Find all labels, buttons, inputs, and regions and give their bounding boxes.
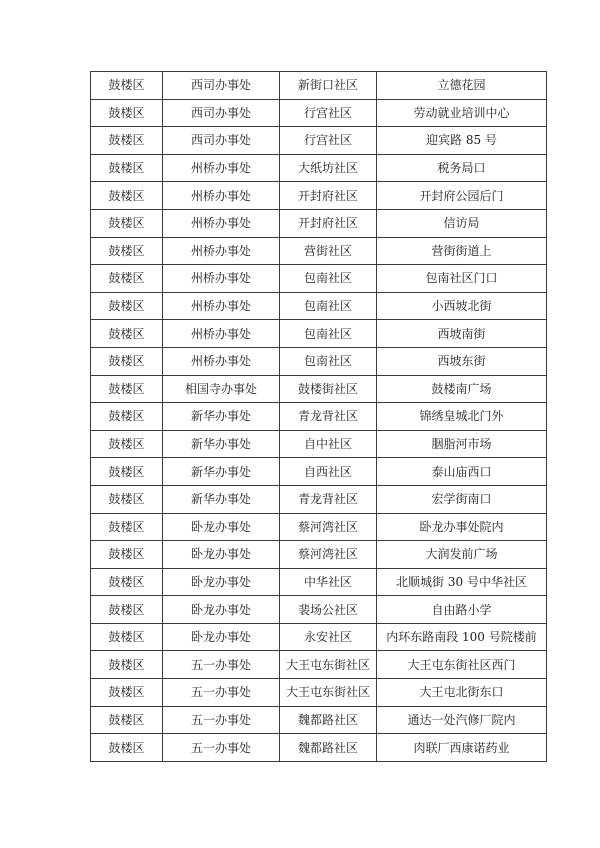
community-cell: 青龙背社区	[280, 485, 377, 513]
location-cell: 西坡南街	[377, 320, 547, 348]
district-cell: 鼓楼区	[91, 430, 163, 458]
community-cell: 青龙背社区	[280, 403, 377, 431]
community-cell: 魏都路社区	[280, 706, 377, 734]
location-cell: 立德花园	[377, 72, 547, 100]
location-table	[90, 71, 547, 762]
district-cell: 鼓楼区	[91, 485, 163, 513]
location-cell: 内环东路南段 100 号院楼前	[377, 623, 547, 651]
district-cell: 鼓楼区	[91, 513, 163, 541]
community-cell: 包南社区	[280, 347, 377, 375]
district-cell: 鼓楼区	[91, 623, 163, 651]
community-cell: 中华社区	[280, 568, 377, 596]
subdistrict-office-cell: 西司办事处	[163, 72, 280, 100]
location-cell: 大润发前广场	[377, 541, 547, 569]
table-row	[91, 568, 547, 596]
subdistrict-office-cell: 五一办事处	[163, 651, 280, 679]
district-cell: 鼓楼区	[91, 706, 163, 734]
location-cell: 自由路小学	[377, 596, 547, 624]
district-cell: 鼓楼区	[91, 403, 163, 431]
subdistrict-office-cell: 卧龙办事处	[163, 513, 280, 541]
district-cell: 鼓楼区	[91, 375, 163, 403]
district-cell: 鼓楼区	[91, 458, 163, 486]
subdistrict-office-cell: 州桥办事处	[163, 154, 280, 182]
table-row	[91, 513, 547, 541]
table-row	[91, 651, 547, 679]
subdistrict-office-cell: 五一办事处	[163, 734, 280, 762]
table-row	[91, 347, 547, 375]
table-row	[91, 99, 547, 127]
community-cell: 自西社区	[280, 458, 377, 486]
table-row	[91, 623, 547, 651]
subdistrict-office-cell: 州桥办事处	[163, 292, 280, 320]
location-cell: 迎宾路 85 号	[377, 127, 547, 155]
district-cell: 鼓楼区	[91, 99, 163, 127]
subdistrict-office-cell: 五一办事处	[163, 679, 280, 707]
subdistrict-office-cell: 卧龙办事处	[163, 541, 280, 569]
district-cell: 鼓楼区	[91, 679, 163, 707]
location-cell: 通达一处汽修厂院内	[377, 706, 547, 734]
subdistrict-office-cell: 相国寺办事处	[163, 375, 280, 403]
district-cell: 鼓楼区	[91, 651, 163, 679]
subdistrict-office-cell: 新华办事处	[163, 485, 280, 513]
subdistrict-office-cell: 州桥办事处	[163, 237, 280, 265]
table-row	[91, 458, 547, 486]
community-cell: 蔡河湾社区	[280, 541, 377, 569]
subdistrict-office-cell: 西司办事处	[163, 99, 280, 127]
community-cell: 大纸坊社区	[280, 154, 377, 182]
district-cell: 鼓楼区	[91, 292, 163, 320]
location-cell: 锦绣皇城北门外	[377, 403, 547, 431]
community-cell: 蔡河湾社区	[280, 513, 377, 541]
location-cell: 劳动就业培训中心	[377, 99, 547, 127]
table-row	[91, 706, 547, 734]
community-cell: 行宫社区	[280, 127, 377, 155]
community-cell: 大王屯东街社区	[280, 651, 377, 679]
location-cell: 卧龙办事处院内	[377, 513, 547, 541]
table-row	[91, 403, 547, 431]
district-cell: 鼓楼区	[91, 182, 163, 210]
district-cell: 鼓楼区	[91, 347, 163, 375]
table-row	[91, 237, 547, 265]
subdistrict-office-cell: 西司办事处	[163, 127, 280, 155]
subdistrict-office-cell: 州桥办事处	[163, 265, 280, 293]
location-cell: 大王屯东街社区西门	[377, 651, 547, 679]
community-cell: 新街口社区	[280, 72, 377, 100]
district-cell: 鼓楼区	[91, 127, 163, 155]
location-cell: 营街街道上	[377, 237, 547, 265]
table-row	[91, 154, 547, 182]
community-cell: 行宫社区	[280, 99, 377, 127]
community-cell: 开封府社区	[280, 209, 377, 237]
district-cell: 鼓楼区	[91, 320, 163, 348]
location-cell: 包南社区门口	[377, 265, 547, 293]
location-cell: 西坡东街	[377, 347, 547, 375]
subdistrict-office-cell: 卧龙办事处	[163, 596, 280, 624]
table-row	[91, 209, 547, 237]
community-cell: 永安社区	[280, 623, 377, 651]
location-cell: 宏学街南口	[377, 485, 547, 513]
table-row	[91, 430, 547, 458]
community-cell: 大王屯东街社区	[280, 679, 377, 707]
community-cell: 裴场公社区	[280, 596, 377, 624]
community-cell: 包南社区	[280, 320, 377, 348]
district-cell: 鼓楼区	[91, 209, 163, 237]
district-cell: 鼓楼区	[91, 568, 163, 596]
location-cell: 肉联厂西康诺药业	[377, 734, 547, 762]
table-row	[91, 485, 547, 513]
district-cell: 鼓楼区	[91, 541, 163, 569]
community-cell: 包南社区	[280, 292, 377, 320]
community-cell: 开封府社区	[280, 182, 377, 210]
subdistrict-office-cell: 州桥办事处	[163, 209, 280, 237]
location-cell: 北顺城街 30 号中华社区	[377, 568, 547, 596]
table-row	[91, 292, 547, 320]
table-row	[91, 72, 547, 100]
location-cell: 小西坡北街	[377, 292, 547, 320]
subdistrict-office-cell: 新华办事处	[163, 403, 280, 431]
district-cell: 鼓楼区	[91, 237, 163, 265]
location-cell: 信访局	[377, 209, 547, 237]
community-cell: 魏都路社区	[280, 734, 377, 762]
district-cell: 鼓楼区	[91, 734, 163, 762]
table-row	[91, 127, 547, 155]
subdistrict-office-cell: 州桥办事处	[163, 320, 280, 348]
table-body	[91, 72, 547, 762]
subdistrict-office-cell: 新华办事处	[163, 458, 280, 486]
table-row	[91, 541, 547, 569]
district-cell: 鼓楼区	[91, 72, 163, 100]
community-cell: 营街社区	[280, 237, 377, 265]
subdistrict-office-cell: 五一办事处	[163, 706, 280, 734]
community-cell: 鼓楼街社区	[280, 375, 377, 403]
community-cell: 包南社区	[280, 265, 377, 293]
subdistrict-office-cell: 州桥办事处	[163, 347, 280, 375]
location-cell: 胭脂河市场	[377, 430, 547, 458]
location-cell: 税务局口	[377, 154, 547, 182]
location-cell: 开封府公园后门	[377, 182, 547, 210]
district-cell: 鼓楼区	[91, 265, 163, 293]
subdistrict-office-cell: 卧龙办事处	[163, 568, 280, 596]
location-cell: 泰山庙西口	[377, 458, 547, 486]
subdistrict-office-cell: 新华办事处	[163, 430, 280, 458]
subdistrict-office-cell: 州桥办事处	[163, 182, 280, 210]
table-row	[91, 734, 547, 762]
table-row	[91, 679, 547, 707]
district-cell: 鼓楼区	[91, 596, 163, 624]
community-cell: 自中社区	[280, 430, 377, 458]
table-row	[91, 320, 547, 348]
location-cell: 鼓楼南广场	[377, 375, 547, 403]
table-row	[91, 265, 547, 293]
district-cell: 鼓楼区	[91, 154, 163, 182]
table-row	[91, 182, 547, 210]
subdistrict-office-cell: 卧龙办事处	[163, 623, 280, 651]
table-row	[91, 596, 547, 624]
location-cell: 大王屯北街东口	[377, 679, 547, 707]
table-row	[91, 375, 547, 403]
